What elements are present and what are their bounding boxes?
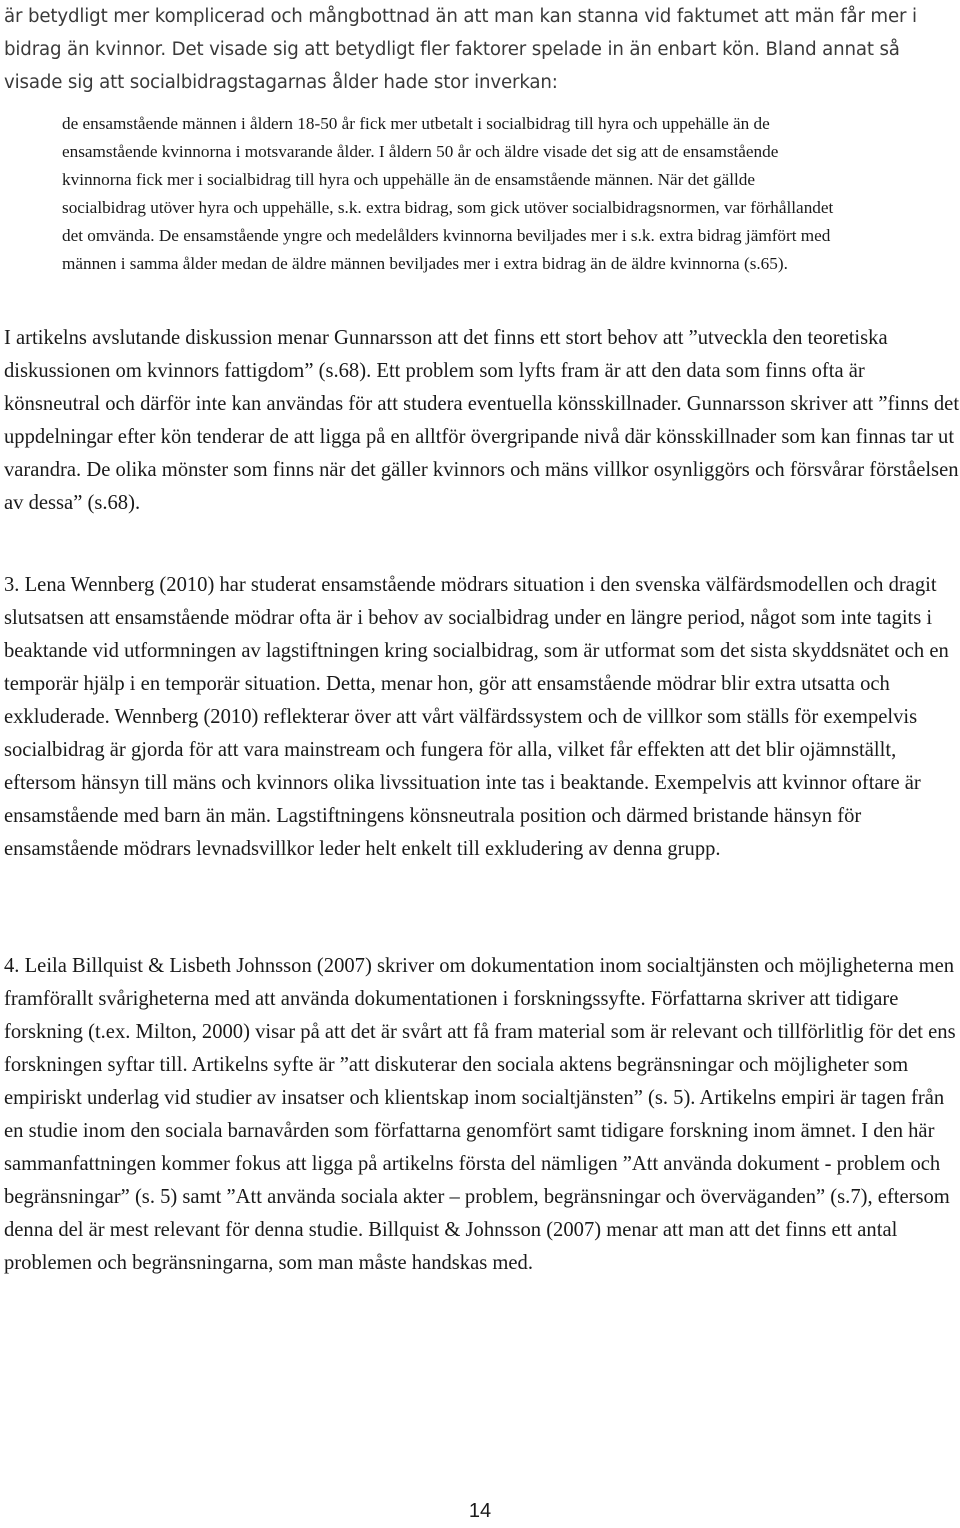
intro-paragraph: är betydligt mer komplicerad och mångbottnad än att man kan stanna vid faktumet att män får mer i bidrag än kvinnor. Det visade sig att betydligt fler faktorer spelade in än enbart kön. Bland annat så visade sig att socialbidragstagarnas ålder hade stor inverkan: — [4, 6, 917, 93]
paragraph-billquist: 4. Leila Billquist & Lisbeth Johnsson (2007) skriver om dokumentation inom socialtjänsten och möjligheterna men framförallt svårigheterna med att använda dokumentationen i forskningssyfte. Författarna skriver att tidigare forskning (t.ex. Milton, 2000) visar på att det är svårt att få fram material som är relevant och tillförlitlig för det ens forskningen syftar till. Artikelns syfte är ”att diskuterar den sociala aktens begränsningar och möjligheter som empiriskt underlag vid studier av insatser och klientskap inom socialtjänsten” (s. 5). Artikelns empiri är tagen från en studie inom den sociala barnavården som författarna genomfört samt tidigare forskning inom ämnet. I den här sammanfattningen kommer fokus att ligga på artikelns första del nämligen ”Att använda dokument - problem och begränsningar” (s. 5) samt ”Att använda sociala akter – problem, begränsningar och överväganden” (s.7), eftersom denna del är mest relevant för denna studie. Billquist & Johnsson (2007) menar att man att det finns ett antal problemen och begränsningarna, som man måste handskas med. — [4, 955, 956, 1274]
block-quote: de ensamstående männen i åldern 18-50 år fick mer utbetalt i socialbidrag till hyra och uppehälle än de ensamstående kvinnorna i motsvarande ålder. I åldern 50 år och äldre visade det sig att de ensamstående kvinnorna fick mer i socialbidrag till hyra och uppehälle än de ensamstående männen. När det gällde socialbidrag utöver hyra och uppehälle, s.k. extra bidrag, som gick utöver socialbidragsnormen, var förhållandet det omvända. De ensamstående yngre och medelålders kvinnorna beviljades mer i s.k. extra bidrag jämfört med männen i samma ålder medan de äldre männen beviljades mer i extra bidrag än de äldre kvinnorna (s.65). — [62, 114, 834, 273]
paragraph-wennberg: 3. Lena Wennberg (2010) har studerat ensamstående mödrars situation i den svenska välfärdsmodellen och dragit slutsatsen att ensamstående mödrar ofta är i behov av socialbidrag under en längre period, något som inte tagits i beaktande vid utformningen av lagstiftningen kring socialbidrag, som är utformat som det sista skyddsnätet och en temporär hjälp i en temporär situation. Detta, menar hon, gör att ensamstående mödrar blir extra utsatta och exkluderade. Wennberg (2010) reflekterar över att vårt välfärdssystem och de villkor som ställs för exempelvis socialbidrag är gjorda för att vara mainstream och fungera för alla, vilket får effekten att det blir ojämnställt, eftersom hänsyn till mäns och kvinnors olika livssituation inte tas i beaktande. Exempelvis att kvinnor oftare är ensamstående med barn än män. Lagstiftningens könsneutrala position och därmed bristande hänsyn för ensamstående mödrars levnadsvillkor leder helt enkelt till exkludering av denna grupp. — [4, 574, 949, 860]
page-number: 14 — [468, 1500, 492, 1522]
paragraph-discussion: I artikelns avslutande diskussion menar Gunnarsson att det finns ett stort behov att ”utveckla den teoretiska diskussionen om kvinnors fattigdom” (s.68). Ett problem som lyfts fram är att den data som finns ofta är könsneutral och därför inte kan användas för att studera eventuella könsskillnader. Gunnarsson skriver att ”finns det uppdelningar efter kön tenderar de att ligga på en alltför övergripande nivå där könsskillnader som kan finnas tar ut varandra. De olika mönster som finns när det gäller kvinnors och mäns villkor osynliggörs och försvårar förståelsen av dessa” (s.68). — [4, 327, 960, 514]
